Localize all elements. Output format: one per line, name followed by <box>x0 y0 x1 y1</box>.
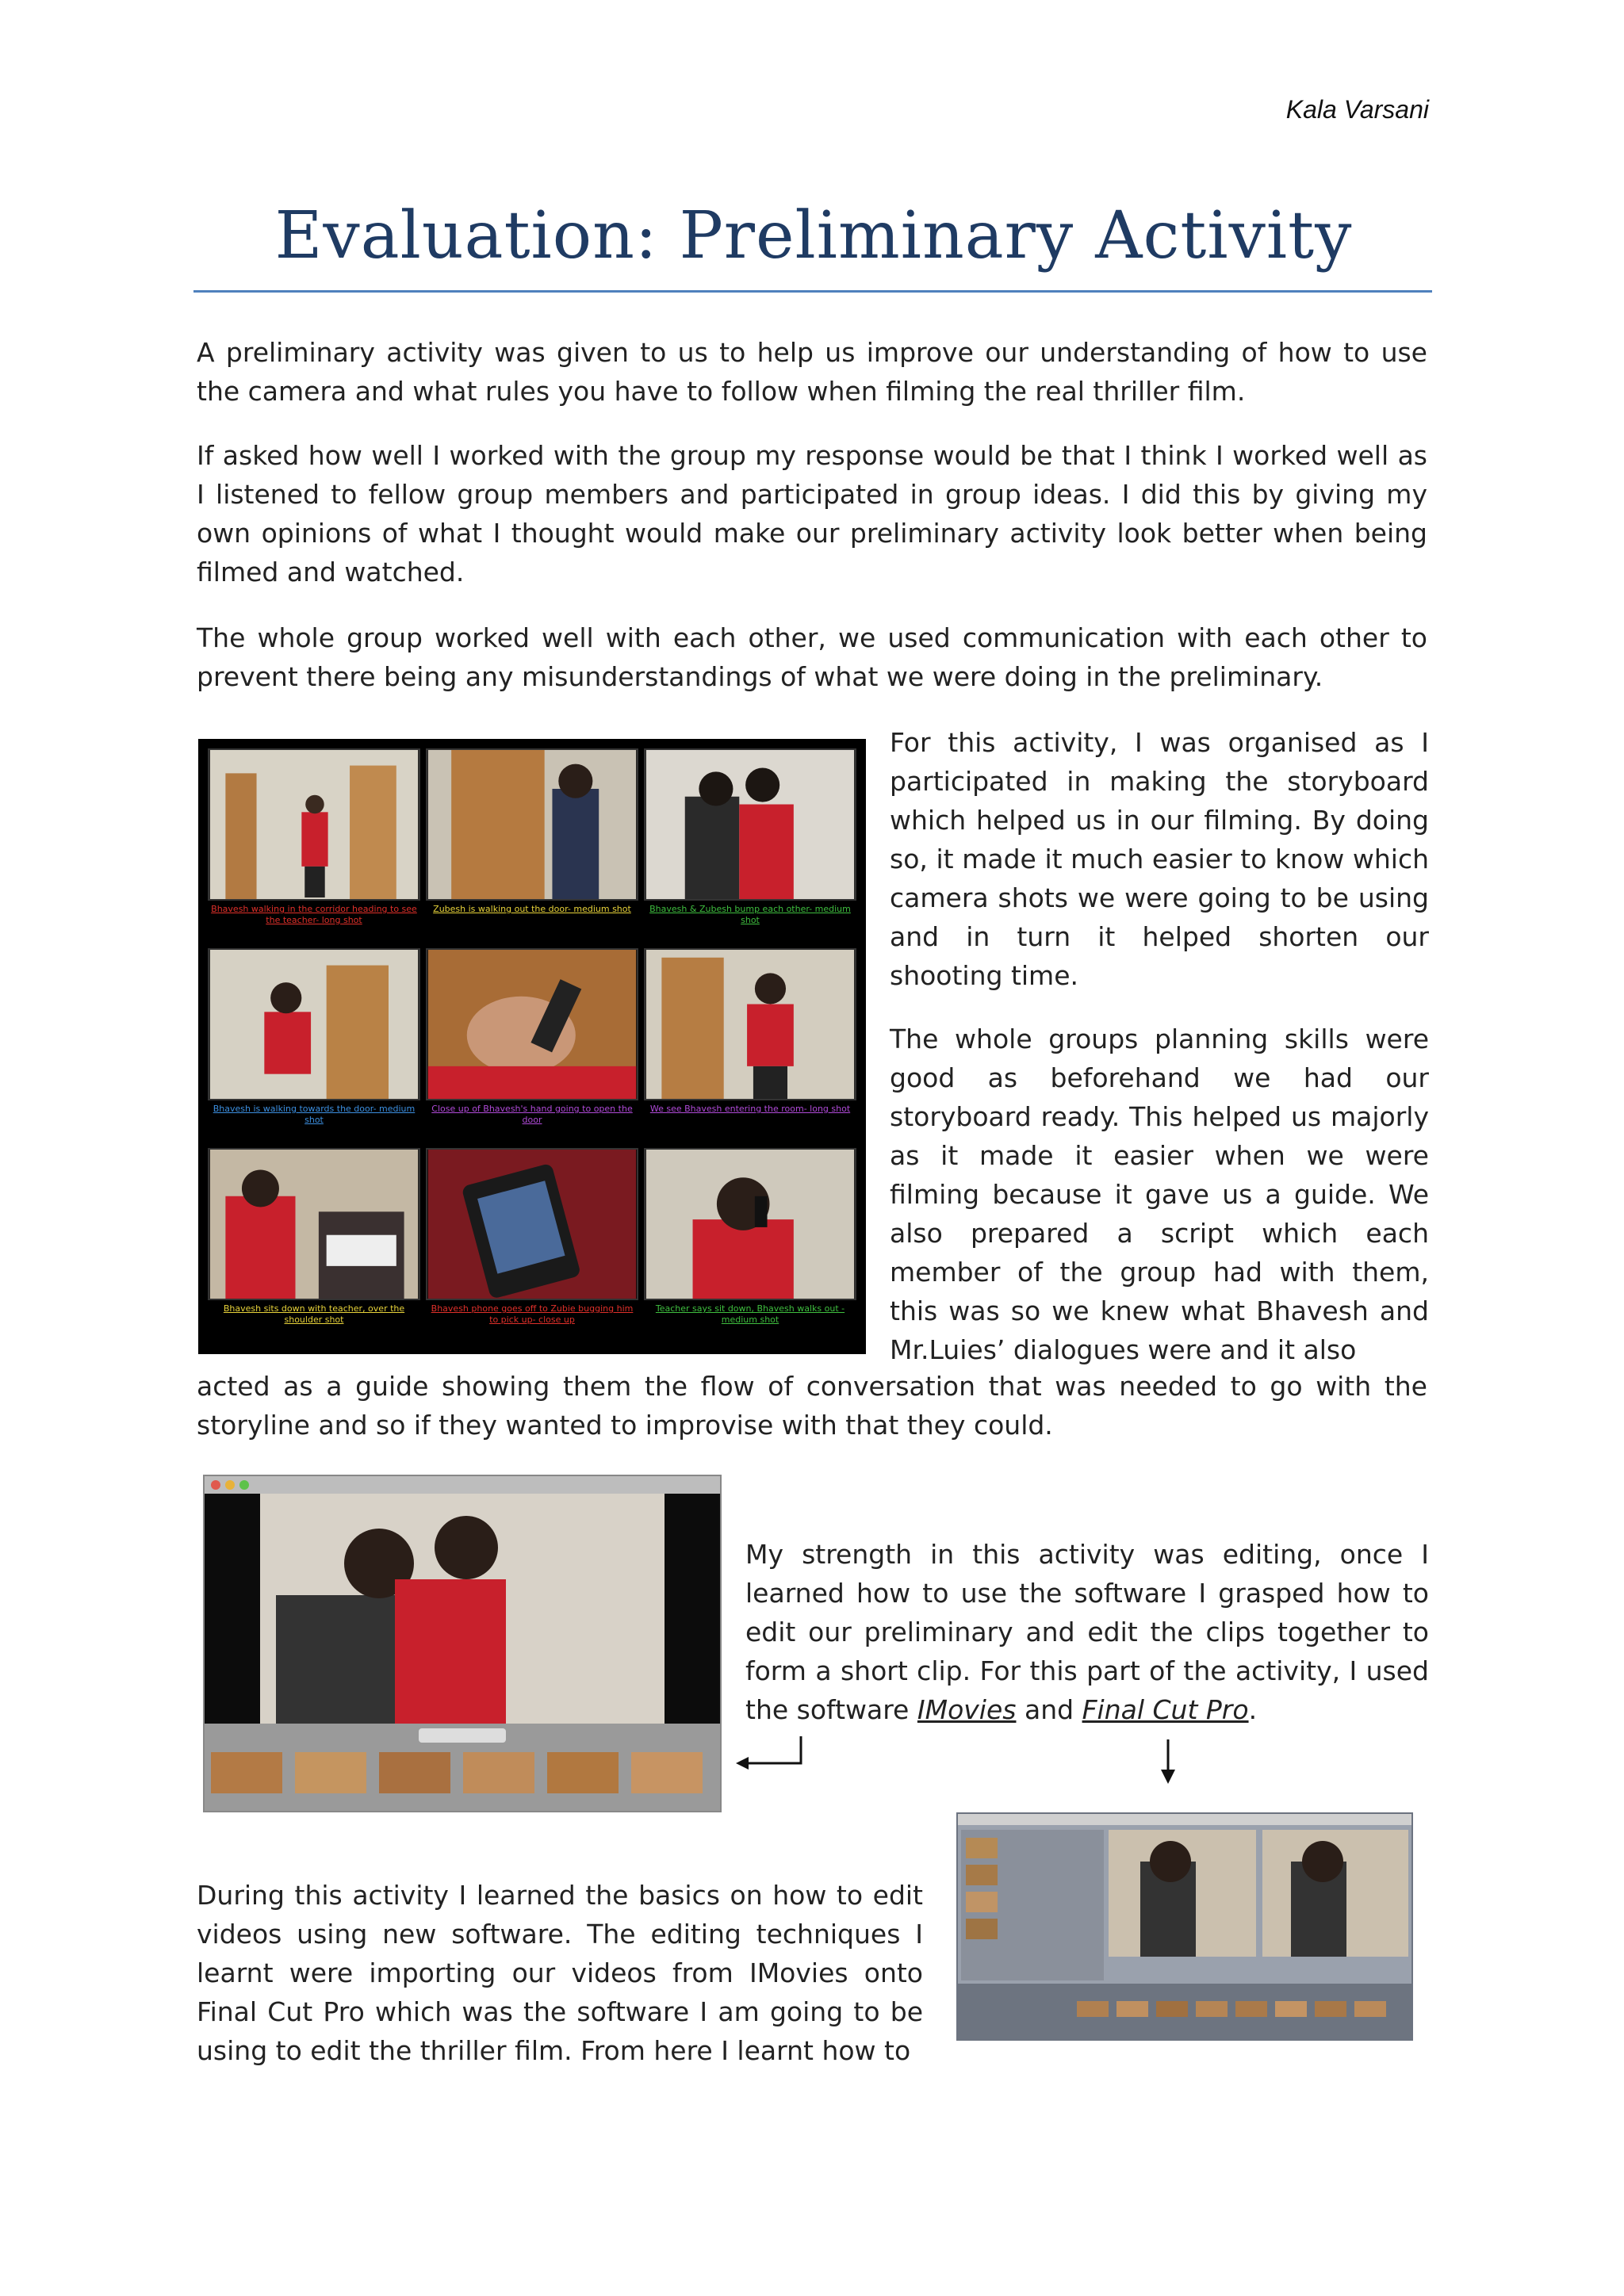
storyboard-caption: Bhavesh sits down with teacher, over the shoulder shot <box>223 1303 405 1325</box>
storyboard-caption: Bhavesh walking in the corridor heading to see the teacher- long shot <box>211 904 417 925</box>
storyboard-photo <box>426 1148 638 1300</box>
storyboard-caption: Bhavesh phone goes off to Zubie bugging him to pick up- close up <box>431 1303 634 1325</box>
and-text: and <box>1024 1694 1074 1725</box>
storyboard-frame <box>644 948 856 1145</box>
storyboard-frame <box>426 948 638 1145</box>
storyboard-frame <box>208 948 420 1145</box>
page-title: Evaluation: Preliminary Activity <box>274 198 1353 274</box>
storyboard-photo <box>644 948 856 1100</box>
storyboard-image <box>198 739 866 1354</box>
storyboard-frame <box>426 748 638 945</box>
paragraph-editing-strength <box>745 1535 1429 1729</box>
final-cut-pro-screenshot <box>956 1812 1413 2041</box>
storyboard-caption: Bhavesh & Zubesh bump each other- medium shot <box>649 904 851 925</box>
paragraph-organised: For this activity, I was organised as I participated in making the storyboard which helped us in our filming. By doing so, it made it much easier to know which camera shots we were going to be using and in turn it helped shorten our shooting time. <box>890 727 1429 991</box>
storyboard-frame <box>644 1148 856 1345</box>
storyboard-photo <box>644 748 856 901</box>
editing-strength-text: My strength in this activity was editing, once I learned how to use the software I grasped how to edit our preliminary and edit the clips together to form a short clip. For this part of the activity, I used the software <box>745 1539 1429 1725</box>
final-cut-pro-link[interactable]: Final Cut Pro <box>1082 1694 1249 1725</box>
imovies-link[interactable]: IMovies <box>917 1694 1017 1725</box>
title-underline <box>193 290 1432 293</box>
storyboard-photo <box>208 1148 420 1300</box>
down-arrow-icon <box>1156 1738 1180 1785</box>
final-cut-window-illustration <box>958 1814 1411 2039</box>
storyboard-caption: Bhavesh is walking towards the door- medium shot <box>213 1104 416 1125</box>
imovie-screenshot <box>203 1475 722 1812</box>
storyboard-frame <box>208 748 420 945</box>
storyboard-caption: Zubesh is walking out the door- medium shot <box>433 904 631 914</box>
storyboard-photo <box>208 748 420 901</box>
storyboard-frame <box>208 1148 420 1345</box>
storyboard-caption: We see Bhavesh entering the room- long shot <box>649 1104 851 1114</box>
storyboard-photo <box>208 948 420 1100</box>
left-arrow-icon <box>734 1735 806 1774</box>
storyboard-photo <box>644 1148 856 1300</box>
paragraph-group-work: If asked how well I worked with the group my response would be that I think I worked well as I listened to fellow group members and participated in group ideas. I did this by giving my own opinions of what I thought would make our preliminary activity look better when being filmed and watched. <box>197 440 1427 587</box>
paragraph-communication: The whole group worked well with each other, we used communication with each other to prevent there being any misunderstandings of what we were doing in the preliminary. <box>197 622 1427 692</box>
imovie-window-illustration <box>205 1476 720 1811</box>
storyboard-photo <box>426 748 638 901</box>
paragraph-planning-cont: acted as a guide showing them the flow of conversation that was needed to go with the storyline and so if they wanted to improvise with that they could. <box>197 1371 1427 1441</box>
paragraph-planning: The whole groups planning skills were good as beforehand we had our storyboard ready. This helped us majorly as it made it easier when we were filming because it gave us a guide. We also prepared a script which each member of the group had with them, this was so we knew what Bhavesh and Mr.Luies’ dialogues were and it also <box>890 1024 1429 1365</box>
storyboard-caption: Teacher says sit down, Bhavesh walks out - medium shot <box>655 1303 845 1325</box>
storyboard-caption: Close up of Bhavesh's hand going to open the door <box>431 1104 633 1125</box>
storyboard-frame <box>644 748 856 945</box>
author-name: Kala Varsani <box>1285 95 1429 124</box>
storyboard-photo <box>426 948 638 1100</box>
storyboard-frame <box>426 1148 638 1345</box>
paragraph-intro: A preliminary activity was given to us to help us improve our understanding of how to use the camera and what rules you have to follow when filming the real thriller film. <box>197 337 1427 407</box>
period-text: . <box>1248 1694 1258 1725</box>
paragraph-learned: During this activity I learned the basics on how to edit videos using new software. The editing techniques I learnt were importing our videos from IMovies onto Final Cut Pro which was the software I am going to be using to edit the thriller film. From here I learnt how to <box>197 1880 923 2066</box>
